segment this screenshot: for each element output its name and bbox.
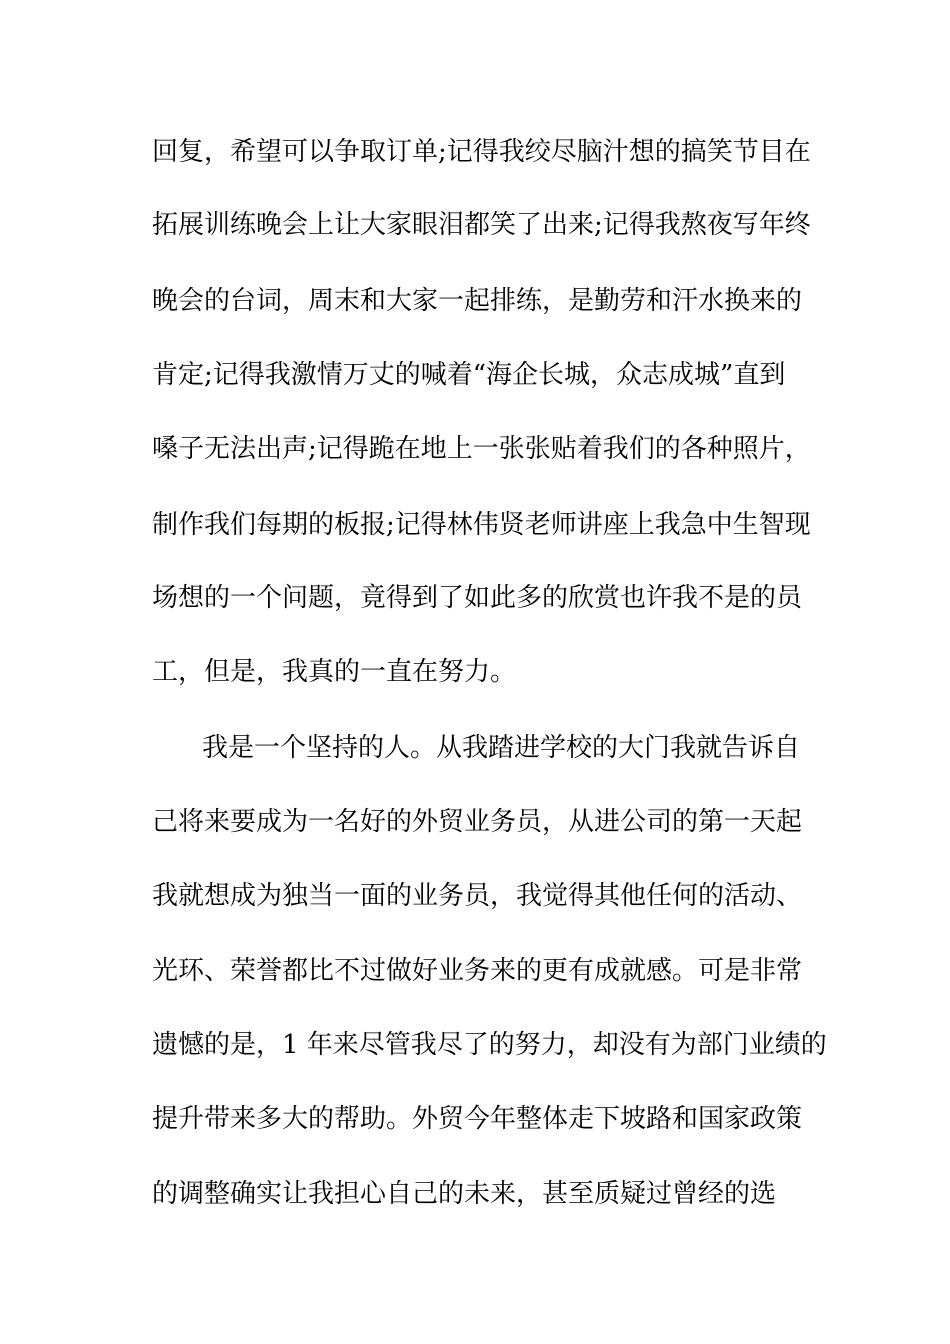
text-line: 拓展训练晚会上让大家眼泪都笑了出来;记得我熬夜写年终 [152, 210, 811, 240]
text-line: 嗓子无法出声;记得跪在地上一张张贴着我们的各种照片， [152, 434, 811, 464]
text-line: 提升带来多大的帮助。外贸今年整体走下坡路和国家政策 [152, 1104, 803, 1134]
text-line: 晚会的台词，周末和大家一起排练，是勤劳和汗水换来的 [152, 286, 803, 316]
text-line: 场想的一个问题，竟得到了如此多的欣赏也许我不是的员 [152, 583, 803, 613]
text-line: 我是一个坚持的人。从我踏进学校的大门我就告诉自 [202, 733, 801, 763]
text-line: 我就想成为独当一面的业务员，我觉得其他任何的活动、 [152, 881, 803, 911]
text-line: 工，但是，我真的一直在努力。 [152, 657, 517, 687]
text-line: 的调整确实让我担心自己的未来，甚至质疑过曾经的选 [152, 1179, 777, 1209]
text-line: 肯定;记得我激情万丈的喊着“海企长城，众志成城”直到 [152, 360, 786, 390]
text-line: 己将来要成为一名好的外贸业务员，从进公司的第一天起 [152, 807, 803, 837]
text-line: 光环、荣誉都比不过做好业务来的更有成就感。可是非常 [152, 956, 803, 986]
text-line: 回复，希望可以争取订单;记得我绞尽脑汁想的搞笑节目在 [152, 137, 811, 167]
text-line: 制作我们每期的板报;记得林伟贤老师讲座上我急中生智现 [152, 510, 811, 540]
text-line: 遗憾的是，1 年来尽管我尽了的努力，却没有为部门业绩的 [152, 1030, 827, 1060]
